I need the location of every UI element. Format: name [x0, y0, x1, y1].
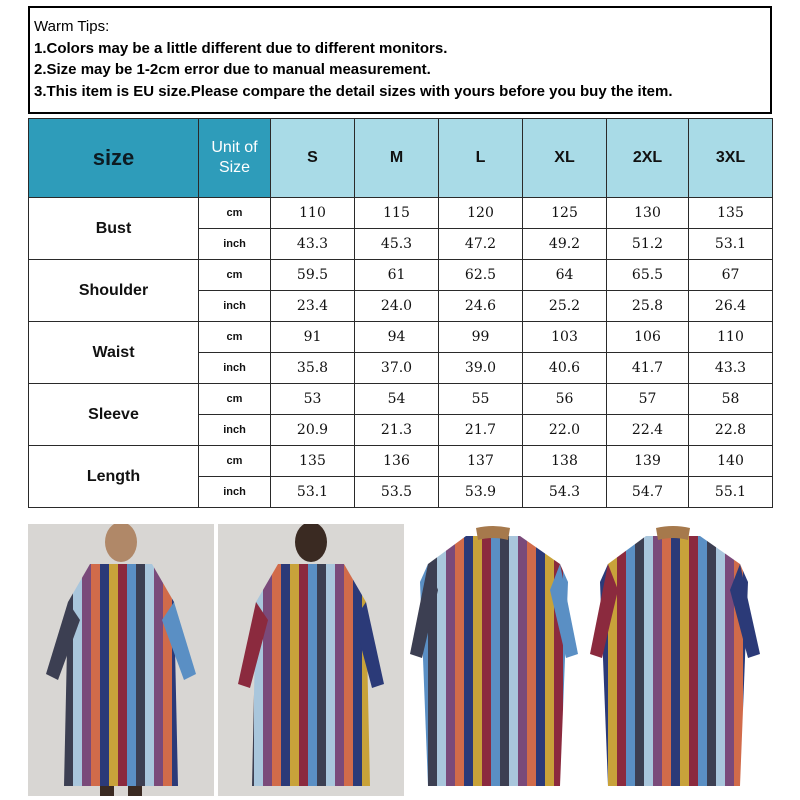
- unit-label-cm: cm: [199, 322, 271, 353]
- robe-stripe: [290, 524, 299, 796]
- size-header-2xl: 2XL: [607, 119, 689, 198]
- robe-stripe: [326, 524, 335, 796]
- unit-label-cm: cm: [199, 198, 271, 229]
- table-cell: 22.4: [607, 415, 689, 446]
- table-cell: 58: [689, 384, 773, 415]
- measure-label-shoulder: Shoulder: [29, 260, 199, 322]
- table-cell: 103: [523, 322, 607, 353]
- robe-stripe: [626, 524, 635, 796]
- unit-label-inch: inch: [199, 291, 271, 322]
- table-cell: 39.0: [439, 353, 523, 384]
- table-cell: 23.4: [271, 291, 355, 322]
- size-corner-label: size: [29, 119, 199, 198]
- size-chart-table: [28, 118, 773, 508]
- robe-stripe: [136, 524, 145, 796]
- table-cell: 94: [355, 322, 439, 353]
- robe-stripe: [671, 524, 680, 796]
- robe-stripe: [491, 524, 500, 796]
- size-header-xl: XL: [523, 119, 607, 198]
- unit-of-size-header: Unit of Size: [199, 119, 271, 198]
- table-cell: 25.8: [607, 291, 689, 322]
- measure-row-waist-cm: [29, 322, 773, 353]
- table-cell: 59.5: [271, 260, 355, 291]
- unit-label-inch: inch: [199, 477, 271, 508]
- table-cell: 45.3: [355, 229, 439, 260]
- table-cell: 99: [439, 322, 523, 353]
- model-front-illustration: [28, 524, 214, 796]
- robe-stripe: [707, 524, 716, 796]
- table-cell: 130: [607, 198, 689, 229]
- robe-stripe: [509, 524, 518, 796]
- robe-stripe: [317, 524, 326, 796]
- table-cell: 41.7: [607, 353, 689, 384]
- size-header-s: S: [271, 119, 355, 198]
- table-cell: 64: [523, 260, 607, 291]
- robe-flat-front-back-photo: [410, 524, 772, 796]
- robe-stripe: [653, 524, 662, 796]
- table-cell: 54.7: [607, 477, 689, 508]
- robe-stripe: [446, 524, 455, 796]
- table-cell: 67: [689, 260, 773, 291]
- table-cell: 22.0: [523, 415, 607, 446]
- robe-stripe: [118, 524, 127, 796]
- table-cell: 53.5: [355, 477, 439, 508]
- size-header-row: [29, 119, 773, 198]
- robe-stripe: [608, 524, 617, 796]
- robe-stripe: [518, 524, 527, 796]
- table-cell: 26.4: [689, 291, 773, 322]
- measure-label-sleeve: Sleeve: [29, 384, 199, 446]
- robe-stripe: [527, 524, 536, 796]
- robe-stripe: [473, 524, 482, 796]
- robe-stripe: [644, 524, 653, 796]
- robe-stripe: [662, 524, 671, 796]
- table-cell: 137: [439, 446, 523, 477]
- table-cell: 47.2: [439, 229, 523, 260]
- table-cell: 21.7: [439, 415, 523, 446]
- table-cell: 53.1: [271, 477, 355, 508]
- measure-label-bust: Bust: [29, 198, 199, 260]
- table-cell: 110: [689, 322, 773, 353]
- table-cell: 139: [607, 446, 689, 477]
- measure-row-shoulder-cm: [29, 260, 773, 291]
- table-cell: 54.3: [523, 477, 607, 508]
- table-cell: 65.5: [607, 260, 689, 291]
- robe-stripe: [100, 524, 109, 796]
- table-cell: 25.2: [523, 291, 607, 322]
- table-cell: 135: [689, 198, 773, 229]
- table-cell: 40.6: [523, 353, 607, 384]
- robe-stripe: [536, 524, 545, 796]
- measure-label-waist: Waist: [29, 322, 199, 384]
- table-cell: 24.0: [355, 291, 439, 322]
- table-cell: 120: [439, 198, 523, 229]
- unit-label-cm: cm: [199, 260, 271, 291]
- unit-label-inch: inch: [199, 229, 271, 260]
- measure-label-length: Length: [29, 446, 199, 508]
- measure-row-sleeve-cm: [29, 384, 773, 415]
- robe-stripe: [500, 524, 509, 796]
- table-cell: 20.9: [271, 415, 355, 446]
- tip-line-3: 3.This item is EU size.Please compare the detail sizes with yours before you buy the item.: [34, 82, 673, 100]
- robe-flat-illustration: [410, 524, 772, 796]
- robe-stripe: [635, 524, 644, 796]
- table-cell: 53.1: [689, 229, 773, 260]
- measure-row-length-cm: [29, 446, 773, 477]
- robe-stripe: [698, 524, 707, 796]
- unit-label-cm: cm: [199, 384, 271, 415]
- measure-row-bust-cm: [29, 198, 773, 229]
- table-cell: 53.9: [439, 477, 523, 508]
- unit-label-cm: cm: [199, 446, 271, 477]
- tip-line-1: 1.Colors may be a little different due to different monitors.: [34, 39, 448, 57]
- robe-stripe: [428, 524, 437, 796]
- model-back-illustration: [218, 524, 404, 796]
- unit-label-inch: inch: [199, 353, 271, 384]
- product-photos: [28, 524, 772, 796]
- table-cell: 138: [523, 446, 607, 477]
- robe-stripe: [335, 524, 344, 796]
- robe-stripe: [91, 524, 100, 796]
- size-header-3xl: 3XL: [689, 119, 773, 198]
- table-cell: 110: [271, 198, 355, 229]
- table-cell: 55.1: [689, 477, 773, 508]
- table-cell: 61: [355, 260, 439, 291]
- robe-stripe: [281, 524, 290, 796]
- robe-stripe: [482, 524, 491, 796]
- table-cell: 24.6: [439, 291, 523, 322]
- table-cell: 35.8: [271, 353, 355, 384]
- table-cell: 22.8: [689, 415, 773, 446]
- robe-stripe: [716, 524, 725, 796]
- table-cell: 37.0: [355, 353, 439, 384]
- model-back-photo: [218, 524, 404, 796]
- robe-stripe: [308, 524, 317, 796]
- warm-tips-box: [28, 6, 772, 114]
- table-cell: 125: [523, 198, 607, 229]
- table-cell: 49.2: [523, 229, 607, 260]
- robe-stripe: [455, 524, 464, 796]
- robe-stripe: [725, 524, 734, 796]
- robe-stripe: [109, 524, 118, 796]
- table-cell: 21.3: [355, 415, 439, 446]
- table-cell: 136: [355, 446, 439, 477]
- robe-stripe: [299, 524, 308, 796]
- table-cell: 91: [271, 322, 355, 353]
- robe-stripe: [689, 524, 698, 796]
- table-cell: 53: [271, 384, 355, 415]
- table-cell: 54: [355, 384, 439, 415]
- tip-line-2: 2.Size may be 1-2cm error due to manual measurement.: [34, 61, 431, 78]
- table-cell: 135: [271, 446, 355, 477]
- robe-stripe: [437, 524, 446, 796]
- table-cell: 51.2: [607, 229, 689, 260]
- model-front-photo: [28, 524, 214, 796]
- robe-stripe: [545, 524, 554, 796]
- table-cell: 56: [523, 384, 607, 415]
- size-header-m: M: [355, 119, 439, 198]
- robe-stripe: [464, 524, 473, 796]
- robe-stripe: [617, 524, 626, 796]
- table-cell: 106: [607, 322, 689, 353]
- table-cell: 62.5: [439, 260, 523, 291]
- table-cell: 43.3: [271, 229, 355, 260]
- unit-label-inch: inch: [199, 415, 271, 446]
- robe-stripe: [680, 524, 689, 796]
- warm-tips-heading: Warm Tips:: [34, 18, 110, 35]
- table-cell: 43.3: [689, 353, 773, 384]
- table-cell: 115: [355, 198, 439, 229]
- robe-stripe: [127, 524, 136, 796]
- table-cell: 55: [439, 384, 523, 415]
- table-cell: 140: [689, 446, 773, 477]
- size-header-l: L: [439, 119, 523, 198]
- table-cell: 57: [607, 384, 689, 415]
